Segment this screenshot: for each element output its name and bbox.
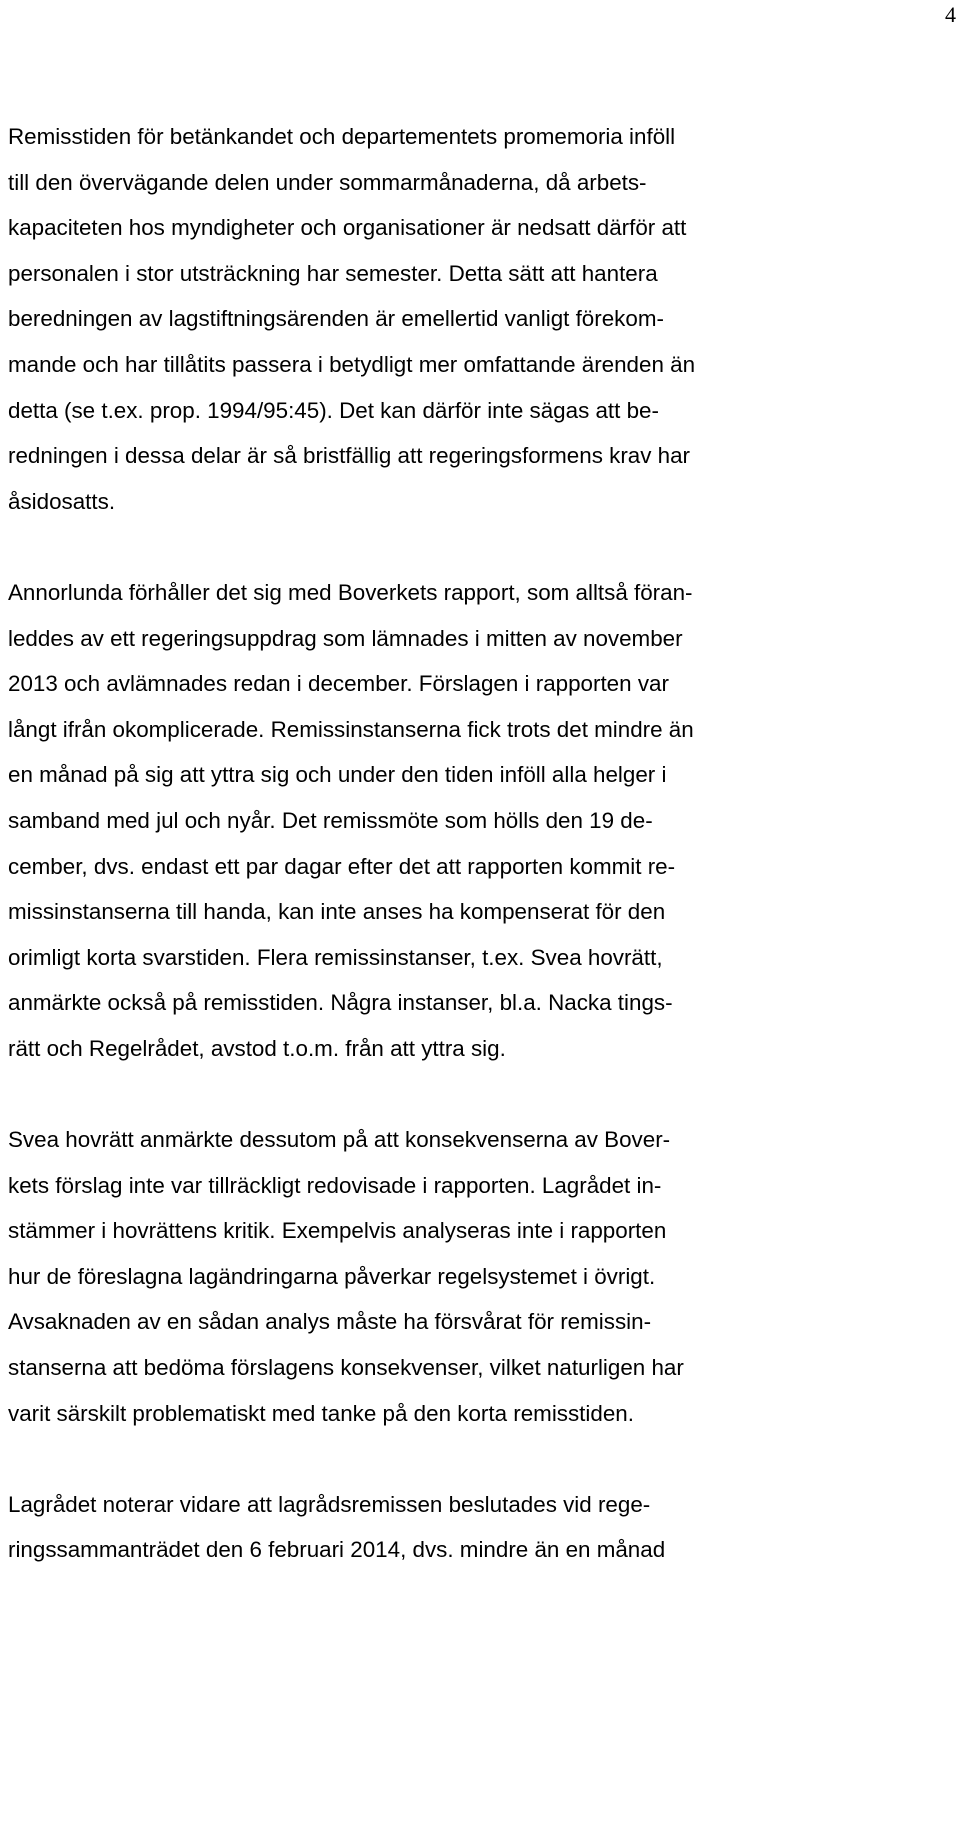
text-line: beredningen av lagstiftningsärenden är emellertid vanligt förekom- bbox=[8, 306, 664, 332]
text-line: kapaciteten hos myndigheter och organisationer är nedsatt därför att bbox=[8, 215, 687, 241]
text-line: Avsaknaden av en sådan analys måste ha försvårat för remissin- bbox=[8, 1309, 652, 1335]
text-line: samband med jul och nyår. Det remissmöte som hölls den 19 de- bbox=[8, 807, 653, 833]
text-line: åsidosatts. bbox=[8, 488, 116, 514]
text-line: Remisstiden för betänkandet och departementets promemoria inföll bbox=[8, 124, 676, 149]
page-number: 4 bbox=[945, 2, 956, 27]
text-line: redningen i dessa delar är så bristfällig att regeringsformens krav har bbox=[8, 443, 691, 469]
text-line: ringssammanträdet den 6 februari 2014, dvs. mindre än en månad bbox=[8, 1537, 666, 1563]
text-line: långt ifrån okomplicerade. Remissinstanserna fick trots det mindre än bbox=[8, 716, 694, 742]
paragraph-svea-hovratt bbox=[8, 1117, 948, 1436]
text-line: 2013 och avlämnades redan i december. Förslagen i rapporten var bbox=[8, 671, 669, 697]
text-line: missinstanserna till handa, kan inte anses ha kompenserat för den bbox=[8, 899, 666, 925]
text-line: hur de föreslagna lagändringarna påverkar regelsystemet i övrigt. bbox=[8, 1263, 656, 1289]
paragraph-boverkets-rapport bbox=[8, 570, 948, 1072]
paragraph-remisstiden bbox=[8, 114, 948, 524]
text-line: Annorlunda förhåller det sig med Boverkets rapport, som alltså föran- bbox=[8, 579, 693, 605]
paragraph-gap bbox=[8, 524, 948, 570]
text-line: varit särskilt problematiskt med tanke på den korta remisstiden. bbox=[8, 1400, 634, 1426]
text-line: rätt och Regelrådet, avstod t.o.m. från att yttra sig. bbox=[8, 1035, 506, 1061]
text-line: en månad på sig att yttra sig och under den tiden inföll alla helger i bbox=[8, 762, 667, 788]
text-line: kets förslag inte var tillräckligt redovisade i rapporten. Lagrådet in- bbox=[8, 1172, 662, 1198]
text-line: personalen i stor utsträckning har semester. Detta sätt att hantera bbox=[8, 260, 658, 286]
text-line: leddes av ett regeringsuppdrag som lämnades i mitten av november bbox=[8, 625, 683, 651]
text-line: orimligt korta svarstiden. Flera remissinstanser, t.ex. Svea hovrätt, bbox=[8, 944, 663, 970]
text-line: detta (se t.ex. prop. 1994/95:45). Det kan därför inte sägas att be- bbox=[8, 397, 659, 423]
paragraph-gap bbox=[8, 1436, 948, 1482]
text-line: anmärkte också på remisstiden. Några instanser, bl.a. Nacka tings- bbox=[8, 990, 673, 1016]
text-line: stanserna att bedöma förslagens konsekvenser, vilket naturligen har bbox=[8, 1355, 684, 1381]
text-line: Lagrådet noterar vidare att lagrådsremissen beslutades vid rege- bbox=[8, 1491, 651, 1517]
text-line: till den övervägande delen under sommarmånaderna, då arbets- bbox=[8, 169, 647, 195]
paragraph-gap bbox=[8, 1071, 948, 1117]
text-line: mande och har tillåtits passera i betydligt mer omfattande ärenden än bbox=[8, 351, 696, 377]
text-line: stämmer i hovrättens kritik. Exempelvis analyseras inte i rapporten bbox=[8, 1218, 667, 1244]
text-line: Svea hovrätt anmärkte dessutom på att konsekvenserna av Bover- bbox=[8, 1127, 671, 1153]
paragraph-lagradet-noterar bbox=[8, 1482, 948, 1573]
body-text bbox=[8, 114, 948, 1573]
text-line: cember, dvs. endast ett par dagar efter det att rapporten kommit re- bbox=[8, 853, 676, 879]
